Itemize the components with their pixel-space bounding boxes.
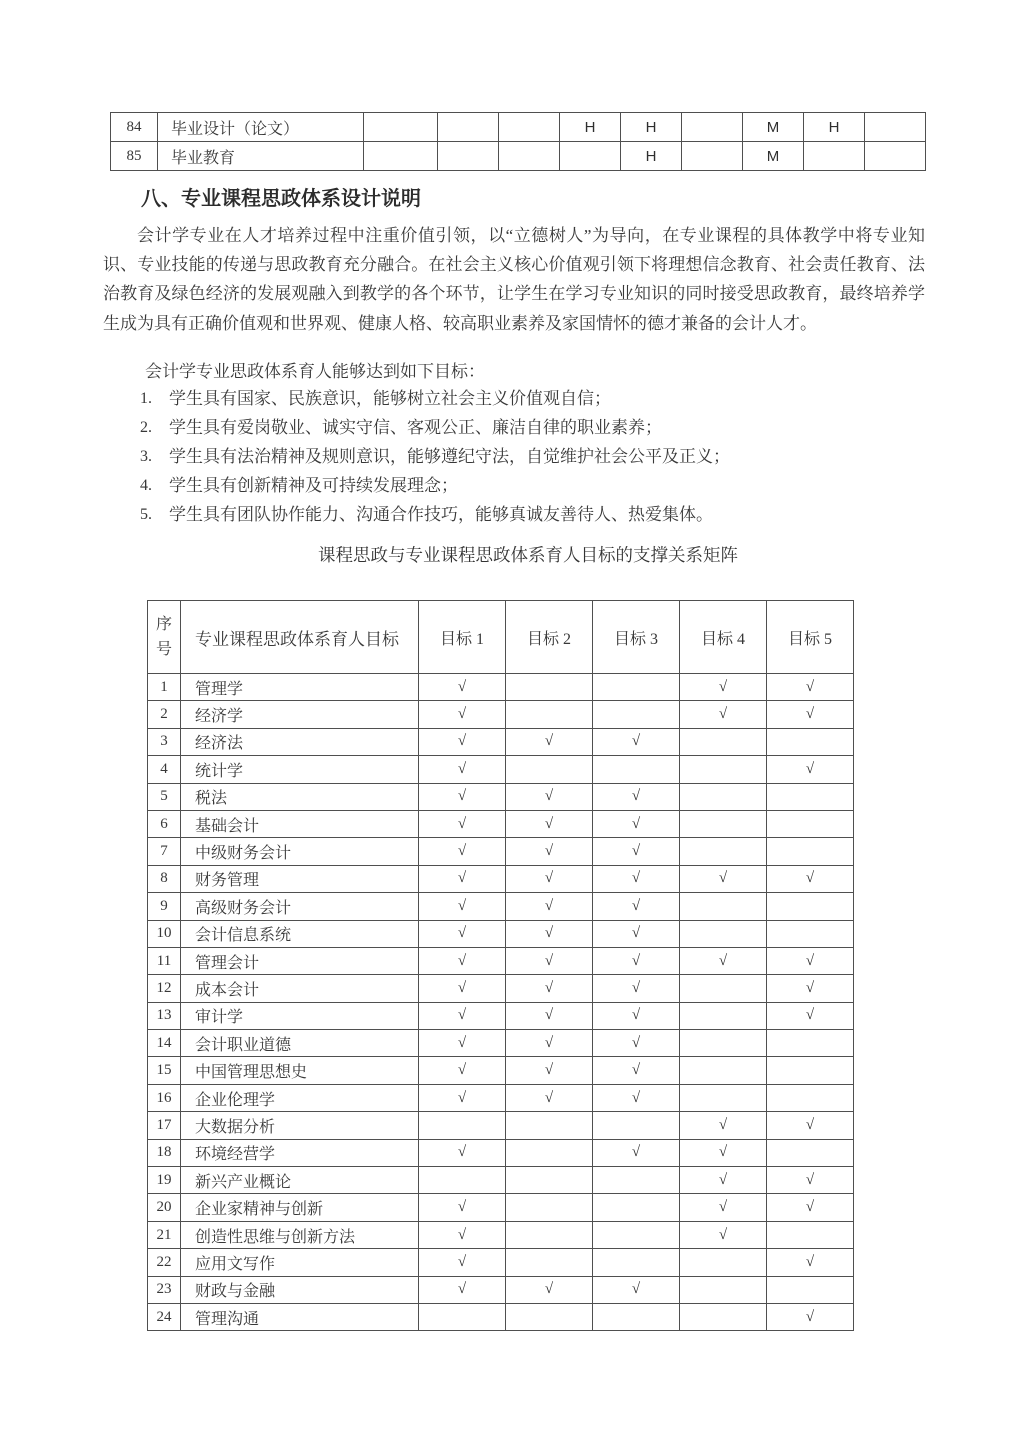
check-cell: √ <box>419 1249 506 1276</box>
check-cell <box>680 728 767 755</box>
goal-header-cell: 目标 1 <box>419 601 506 674</box>
row-number-cell: 84 <box>111 113 158 142</box>
check-cell: √ <box>593 893 680 920</box>
table-row <box>148 810 854 837</box>
check-cell: √ <box>506 728 593 755</box>
table-row <box>148 893 854 920</box>
check-cell: √ <box>419 920 506 947</box>
check-cell: √ <box>419 783 506 810</box>
check-cell: √ <box>593 1002 680 1029</box>
row-number-cell: 3 <box>148 728 181 755</box>
check-cell: √ <box>506 810 593 837</box>
row-number-cell: 12 <box>148 975 181 1002</box>
row-number-cell: 8 <box>148 865 181 892</box>
course-name-cell: 管理学 <box>181 674 419 701</box>
check-cell <box>419 1112 506 1139</box>
table-row <box>148 1057 854 1084</box>
goal-list-item <box>140 500 930 529</box>
table-row <box>148 975 854 1002</box>
check-cell <box>506 1303 593 1330</box>
check-cell: √ <box>680 1221 767 1248</box>
check-cell: √ <box>593 1030 680 1057</box>
check-cell: √ <box>419 674 506 701</box>
check-cell: √ <box>593 1084 680 1111</box>
support-mark-cell: M <box>743 142 804 171</box>
course-name-cell: 企业家精神与创新 <box>181 1194 419 1221</box>
check-cell: √ <box>506 865 593 892</box>
row-number-cell: 23 <box>148 1276 181 1303</box>
check-cell: √ <box>419 1221 506 1248</box>
check-cell: √ <box>419 728 506 755</box>
row-number-cell: 85 <box>111 142 158 171</box>
goal-text: 学生具有创新精神及可持续发展理念； <box>169 476 458 495</box>
intro-paragraph: 会计学专业在人才培养过程中注重价值引领，以“立德树人”为导向，在专业课程的具体教学中将专业知识、专业技能的传递与思政教育充分融合。在社会主义核心价值观引领下将理想信念教育、社会责任教育、法治教育及绿色经济的发展观融入到教学的各个环节，让学生在学习专业知识的同时接受思政教育，最终培养学生成为具有正确价值观和世界观、健康人格、较高职业素养及家国情怀的德才兼备的会计人才。 <box>103 226 925 333</box>
support-mark-cell <box>682 113 743 142</box>
check-cell <box>767 1139 854 1166</box>
row-number-cell: 15 <box>148 1057 181 1084</box>
course-name-cell: 财务管理 <box>181 865 419 892</box>
check-cell: √ <box>419 893 506 920</box>
check-cell: √ <box>506 783 593 810</box>
check-cell: √ <box>506 1057 593 1084</box>
check-cell: √ <box>767 1249 854 1276</box>
check-cell <box>767 783 854 810</box>
check-cell: √ <box>680 1167 767 1194</box>
row-number-cell: 16 <box>148 1084 181 1111</box>
check-cell: √ <box>593 920 680 947</box>
row-number-cell: 14 <box>148 1030 181 1057</box>
check-cell: √ <box>593 975 680 1002</box>
support-mark-cell: H <box>560 113 621 142</box>
matrix-title: 课程思政与专业课程思政体系育人目标的支撑关系矩阵 <box>318 545 738 565</box>
check-cell: √ <box>419 838 506 865</box>
check-cell <box>506 1139 593 1166</box>
row-number-cell: 5 <box>148 783 181 810</box>
check-cell: √ <box>419 756 506 783</box>
table-row <box>148 701 854 728</box>
course-name-cell: 税法 <box>181 783 419 810</box>
check-cell <box>680 1002 767 1029</box>
goal-text: 学生具有爱岗敬业、诚实守信、客观公正、廉洁自律的职业素养； <box>169 418 662 437</box>
course-name-cell: 毕业设计（论文） <box>158 113 364 142</box>
row-number-cell: 17 <box>148 1112 181 1139</box>
support-mark-cell <box>438 142 499 171</box>
check-cell: √ <box>419 1057 506 1084</box>
table-row <box>111 113 926 142</box>
row-number-cell: 1 <box>148 674 181 701</box>
table-row <box>148 1084 854 1111</box>
check-cell: √ <box>680 865 767 892</box>
check-cell <box>767 838 854 865</box>
check-cell: √ <box>419 1002 506 1029</box>
table-row <box>148 865 854 892</box>
check-cell: √ <box>767 1112 854 1139</box>
check-cell: √ <box>767 701 854 728</box>
check-cell <box>419 1303 506 1330</box>
check-cell <box>767 920 854 947</box>
check-cell: √ <box>506 920 593 947</box>
check-cell: √ <box>593 865 680 892</box>
check-cell <box>767 893 854 920</box>
check-cell: √ <box>767 975 854 1002</box>
check-cell: √ <box>680 1194 767 1221</box>
goal-header-cell: 目标 3 <box>593 601 680 674</box>
support-mark-cell <box>865 113 926 142</box>
check-cell: √ <box>419 701 506 728</box>
table-row <box>148 1221 854 1248</box>
check-cell <box>767 1084 854 1111</box>
check-cell: √ <box>680 674 767 701</box>
check-cell <box>680 920 767 947</box>
goal-list-item <box>140 384 930 413</box>
check-cell <box>593 674 680 701</box>
check-cell: √ <box>767 674 854 701</box>
check-cell <box>767 1030 854 1057</box>
check-cell: √ <box>506 893 593 920</box>
course-name-cell: 基础会计 <box>181 810 419 837</box>
goal-header-cell: 目标 5 <box>767 601 854 674</box>
check-cell: √ <box>419 947 506 974</box>
table-row <box>148 1249 854 1276</box>
table-row <box>148 838 854 865</box>
check-cell <box>767 728 854 755</box>
goals-list <box>140 384 930 529</box>
goal-list-item <box>140 442 930 471</box>
check-cell: √ <box>593 728 680 755</box>
check-cell <box>506 701 593 728</box>
course-name-cell: 创造性思维与创新方法 <box>181 1221 419 1248</box>
check-cell: √ <box>767 756 854 783</box>
check-cell <box>680 838 767 865</box>
course-name-cell: 新兴产业概论 <box>181 1167 419 1194</box>
support-mark-cell <box>560 142 621 171</box>
curriculum-table-fragment <box>110 112 926 171</box>
check-cell: √ <box>419 865 506 892</box>
check-cell: √ <box>680 701 767 728</box>
support-mark-cell <box>499 142 560 171</box>
check-cell <box>506 1194 593 1221</box>
row-number-cell: 18 <box>148 1139 181 1166</box>
check-cell: √ <box>506 975 593 1002</box>
check-cell <box>680 783 767 810</box>
course-name-cell: 成本会计 <box>181 975 419 1002</box>
table-row <box>148 783 854 810</box>
row-number-cell: 21 <box>148 1221 181 1248</box>
goal-header-cell: 目标 4 <box>680 601 767 674</box>
support-mark-cell <box>865 142 926 171</box>
support-mark-cell <box>804 142 865 171</box>
check-cell: √ <box>593 838 680 865</box>
goal-text: 学生具有团队协作能力、沟通合作技巧，能够真诚友善待人、热爱集体。 <box>169 505 713 524</box>
check-cell <box>767 810 854 837</box>
check-cell: √ <box>506 1002 593 1029</box>
check-cell: √ <box>506 1276 593 1303</box>
table-row <box>148 920 854 947</box>
support-mark-cell: H <box>621 113 682 142</box>
support-matrix-table <box>147 600 854 1331</box>
table-row <box>148 1030 854 1057</box>
check-cell <box>767 1221 854 1248</box>
check-cell <box>680 756 767 783</box>
check-cell <box>506 674 593 701</box>
table-row <box>148 728 854 755</box>
table-row <box>148 674 854 701</box>
table-row <box>148 1194 854 1221</box>
course-name-cell: 毕业教育 <box>158 142 364 171</box>
section-heading: 八、专业课程思政体系设计说明 <box>141 188 421 210</box>
course-name-cell: 统计学 <box>181 756 419 783</box>
table-row <box>148 1139 854 1166</box>
check-cell <box>680 893 767 920</box>
matrix-header-row <box>148 601 854 674</box>
table-row <box>111 142 926 171</box>
goal-text: 学生具有国家、民族意识，能够树立社会主义价值观自信； <box>169 389 611 408</box>
check-cell: √ <box>767 865 854 892</box>
row-number-cell: 2 <box>148 701 181 728</box>
check-cell: √ <box>593 783 680 810</box>
check-cell: √ <box>419 1276 506 1303</box>
row-number-cell: 20 <box>148 1194 181 1221</box>
check-cell <box>680 975 767 1002</box>
table-row <box>148 947 854 974</box>
course-name-cell: 审计学 <box>181 1002 419 1029</box>
check-cell <box>593 1167 680 1194</box>
row-number-cell: 4 <box>148 756 181 783</box>
course-name-cell: 财政与金融 <box>181 1276 419 1303</box>
table-row <box>148 1167 854 1194</box>
support-mark-cell <box>499 113 560 142</box>
support-mark-cell: H <box>804 113 865 142</box>
check-cell <box>506 1112 593 1139</box>
course-name-cell: 经济学 <box>181 701 419 728</box>
goal-text: 学生具有法治精神及规则意识，能够遵纪守法，自觉维护社会公平及正义； <box>169 447 730 466</box>
course-name-cell: 会计信息系统 <box>181 920 419 947</box>
check-cell <box>767 1276 854 1303</box>
check-cell <box>680 1057 767 1084</box>
check-cell <box>680 810 767 837</box>
check-cell: √ <box>506 1030 593 1057</box>
course-name-cell: 环境经营学 <box>181 1139 419 1166</box>
course-name-cell: 管理沟通 <box>181 1303 419 1330</box>
course-name-cell: 经济法 <box>181 728 419 755</box>
check-cell: √ <box>767 947 854 974</box>
check-cell: √ <box>419 810 506 837</box>
check-cell <box>680 1030 767 1057</box>
check-cell <box>419 1167 506 1194</box>
check-cell: √ <box>506 838 593 865</box>
table-row <box>148 1276 854 1303</box>
goal-number: 2. <box>140 419 152 436</box>
check-cell <box>680 1276 767 1303</box>
check-cell: √ <box>680 947 767 974</box>
check-cell: √ <box>680 1112 767 1139</box>
course-name-cell: 大数据分析 <box>181 1112 419 1139</box>
table-row <box>148 756 854 783</box>
check-cell <box>593 1194 680 1221</box>
row-number-cell: 19 <box>148 1167 181 1194</box>
top-table-body <box>111 113 926 171</box>
check-cell <box>506 756 593 783</box>
check-cell: √ <box>767 1002 854 1029</box>
row-number-cell: 13 <box>148 1002 181 1029</box>
check-cell: √ <box>593 810 680 837</box>
check-cell <box>593 1221 680 1248</box>
check-cell <box>506 1221 593 1248</box>
check-cell: √ <box>419 1030 506 1057</box>
check-cell <box>593 1112 680 1139</box>
check-cell: √ <box>593 1139 680 1166</box>
check-cell: √ <box>593 1057 680 1084</box>
check-cell <box>593 756 680 783</box>
row-number-cell: 7 <box>148 838 181 865</box>
course-name-cell: 应用文写作 <box>181 1249 419 1276</box>
support-mark-cell <box>438 113 499 142</box>
check-cell <box>506 1167 593 1194</box>
course-name-cell: 高级财务会计 <box>181 893 419 920</box>
check-cell: √ <box>506 947 593 974</box>
check-cell <box>593 1303 680 1330</box>
support-mark-cell: M <box>743 113 804 142</box>
course-name-cell: 管理会计 <box>181 947 419 974</box>
check-cell: √ <box>767 1303 854 1330</box>
goal-number: 5. <box>140 506 152 523</box>
goal-header-cell: 目标 2 <box>506 601 593 674</box>
check-cell <box>593 1249 680 1276</box>
row-number-cell: 9 <box>148 893 181 920</box>
row-number-cell: 10 <box>148 920 181 947</box>
course-name-cell: 会计职业道德 <box>181 1030 419 1057</box>
check-cell <box>593 701 680 728</box>
course-name-cell: 中国管理思想史 <box>181 1057 419 1084</box>
support-mark-cell: H <box>621 142 682 171</box>
goal-number: 4. <box>140 477 152 494</box>
table-row <box>148 1112 854 1139</box>
check-cell: √ <box>593 947 680 974</box>
matrix-header-course: 专业课程思政体系育人目标 <box>181 601 419 674</box>
course-name-cell: 中级财务会计 <box>181 838 419 865</box>
check-cell: √ <box>419 1084 506 1111</box>
matrix-body <box>148 674 854 1331</box>
check-cell: √ <box>419 975 506 1002</box>
row-number-cell: 11 <box>148 947 181 974</box>
row-number-cell: 24 <box>148 1303 181 1330</box>
check-cell <box>767 1057 854 1084</box>
goal-list-item <box>140 471 930 500</box>
goals-intro: 会计学专业思政体系育人能够达到如下目标： <box>145 362 485 381</box>
check-cell: √ <box>767 1194 854 1221</box>
table-row <box>148 1002 854 1029</box>
goal-number: 3. <box>140 448 152 465</box>
table-row <box>148 1303 854 1330</box>
row-number-cell: 22 <box>148 1249 181 1276</box>
check-cell: √ <box>419 1194 506 1221</box>
check-cell <box>680 1303 767 1330</box>
check-cell: √ <box>680 1139 767 1166</box>
check-cell <box>680 1249 767 1276</box>
support-mark-cell <box>364 113 438 142</box>
course-name-cell: 企业伦理学 <box>181 1084 419 1111</box>
matrix-header-no: 序号 <box>148 601 181 674</box>
check-cell: √ <box>593 1276 680 1303</box>
goal-list-item <box>140 413 930 442</box>
check-cell: √ <box>506 1084 593 1111</box>
row-number-cell: 6 <box>148 810 181 837</box>
support-mark-cell <box>682 142 743 171</box>
check-cell <box>680 1084 767 1111</box>
check-cell: √ <box>767 1167 854 1194</box>
check-cell: √ <box>419 1139 506 1166</box>
check-cell <box>506 1249 593 1276</box>
support-mark-cell <box>364 142 438 171</box>
goal-number: 1. <box>140 390 152 407</box>
